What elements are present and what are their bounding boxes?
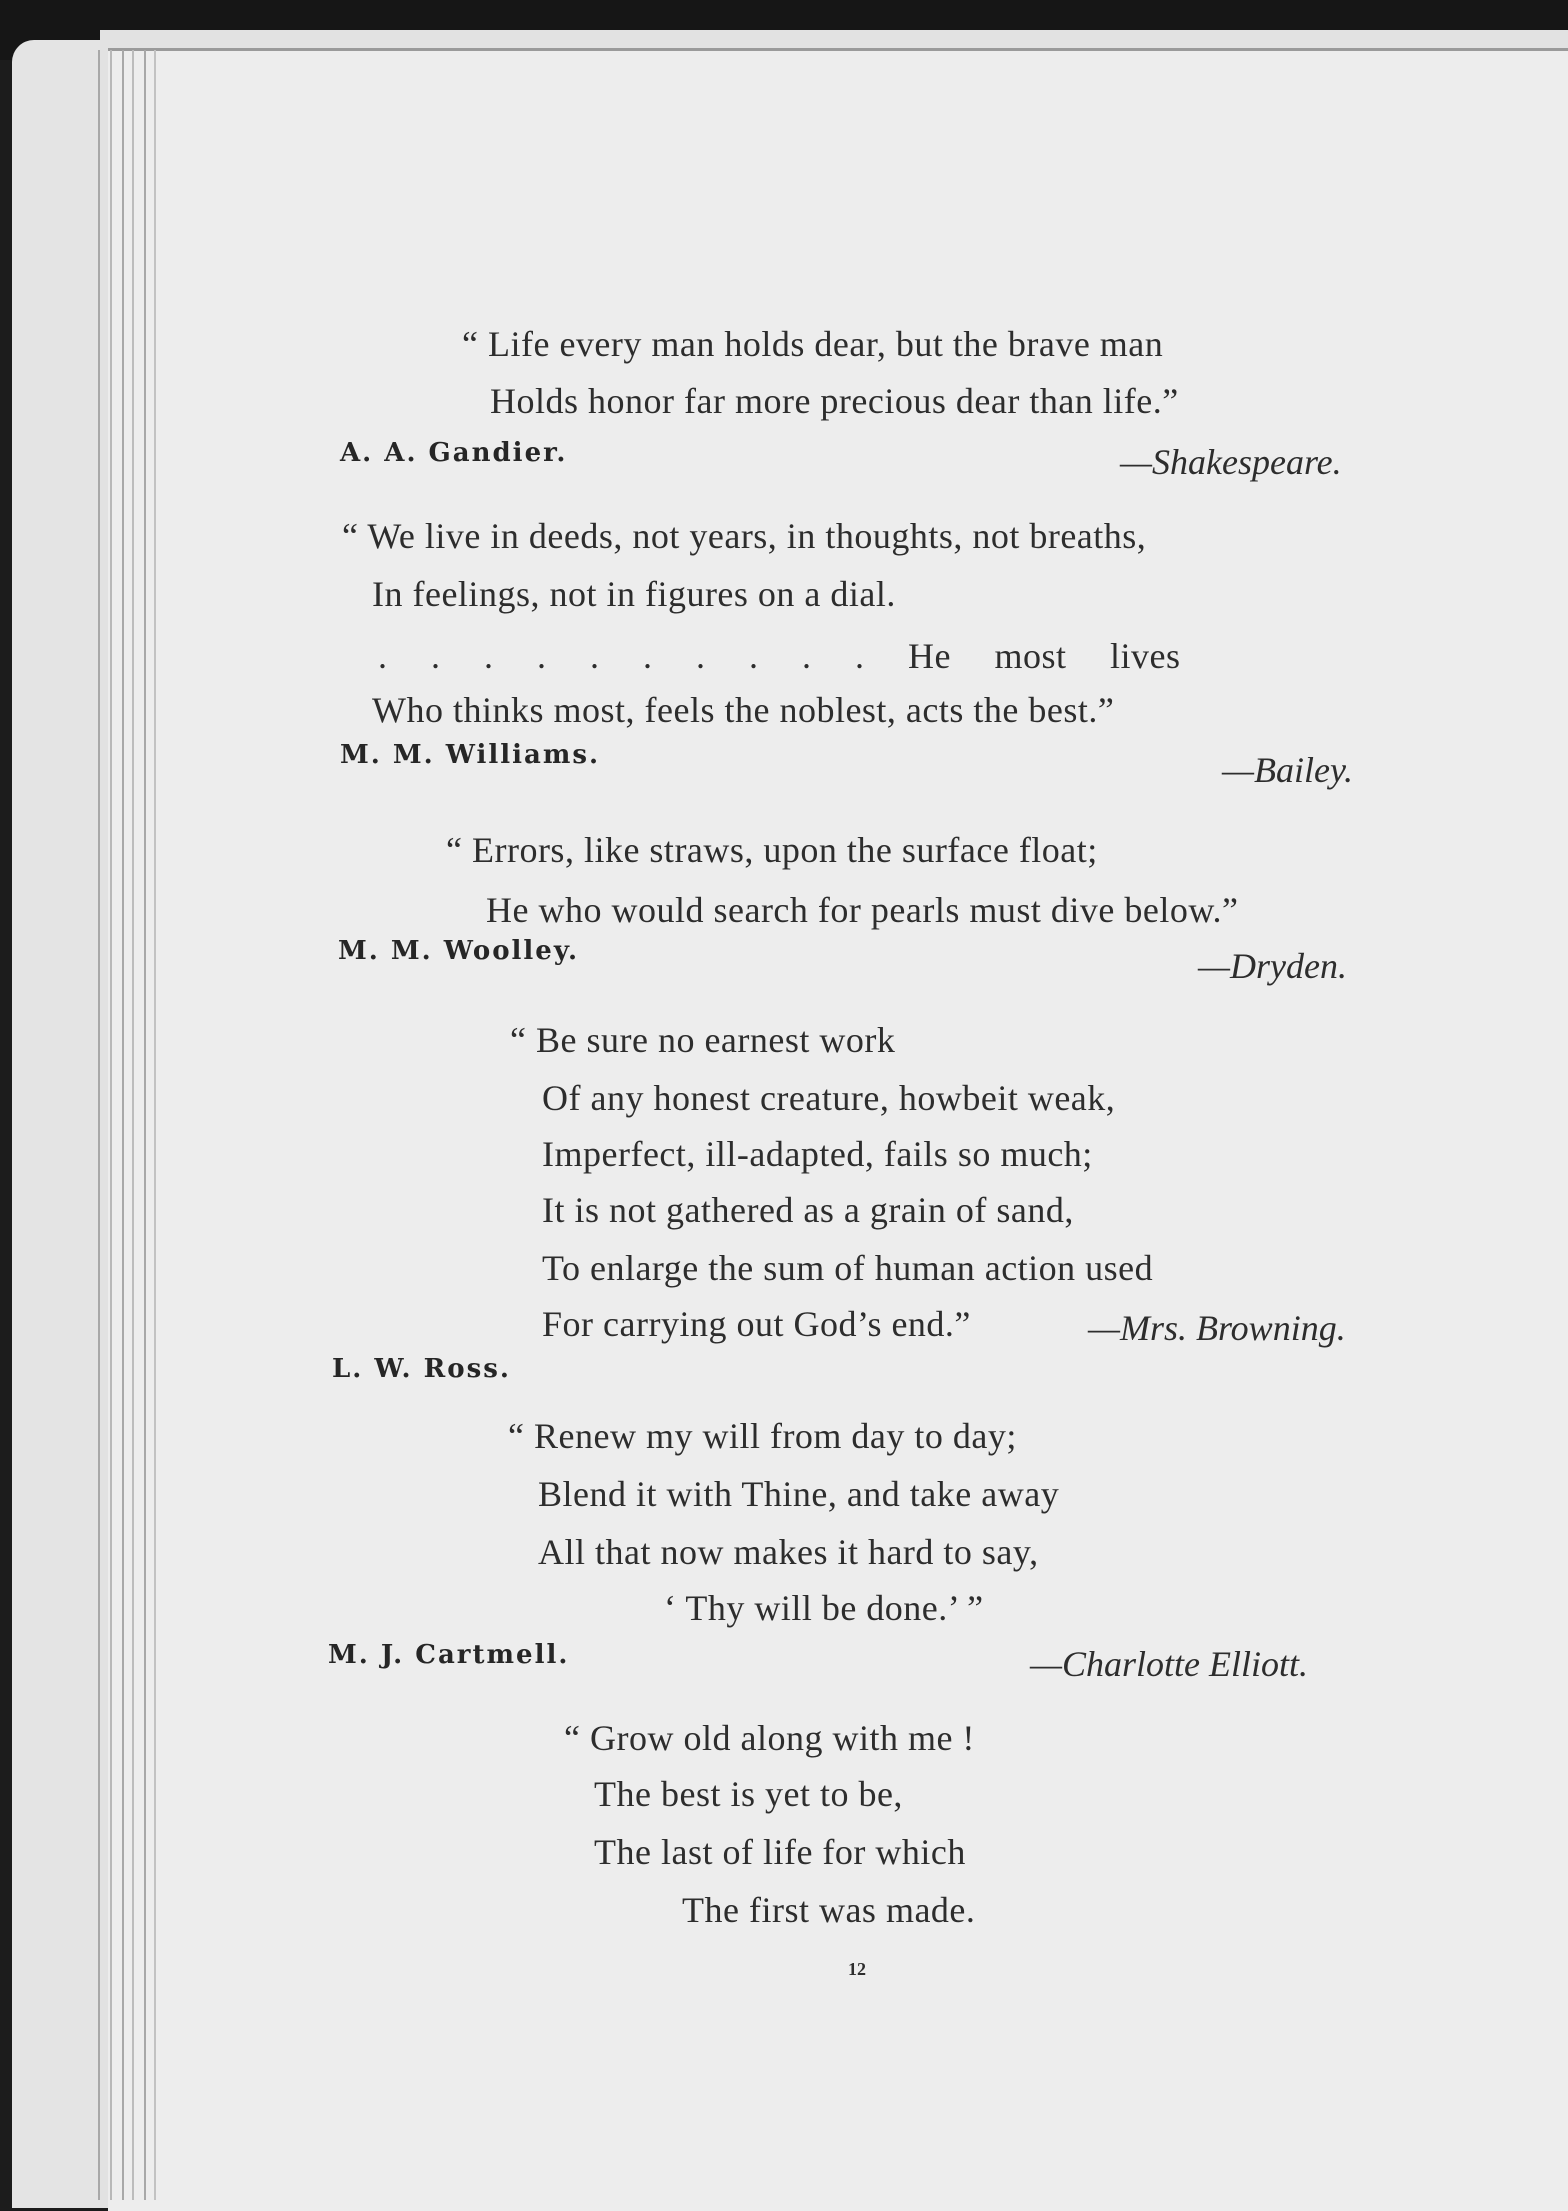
quote-4-line-6: For carrying out God’s end.” — [542, 1304, 971, 1344]
quote-4-line-1: “ Be sure no earnest work — [510, 1020, 896, 1060]
quote-4-line-2: Of any honest creature, howbeit weak, — [542, 1078, 1116, 1118]
quote-3-author: —Dryden. — [1198, 946, 1347, 986]
book-page — [108, 48, 1568, 2211]
quote-6-line-4: The first was made. — [682, 1890, 976, 1930]
quote-3-line-1: “ Errors, like straws, upon the surface float; — [446, 830, 1098, 870]
quote-4-author: —Mrs. Browning. — [1088, 1308, 1346, 1348]
quote-4-line-3: Imperfect, ill-adapted, fails so much; — [542, 1134, 1093, 1174]
quote-2-line-2: In feelings, not in figures on a dial. — [372, 574, 896, 614]
page-edge-lines — [96, 50, 166, 2200]
quote-5-line-4: ‘ Thy will be done.’ ” — [664, 1588, 984, 1628]
quote-5-contributor: M. J. Cartmell. — [328, 1640, 570, 1670]
quote-2-line-1: “ We live in deeds, not years, in thoughts, not breaths, — [342, 516, 1147, 556]
quote-6-line-2: The best is yet to be, — [594, 1774, 903, 1814]
quote-4-contributor: L. W. Ross. — [332, 1354, 511, 1384]
quote-5-line-2: Blend it with Thine, and take away — [538, 1474, 1060, 1514]
quote-3-line-2: He who would search for pearls must dive below.” — [486, 890, 1239, 930]
quote-1-author: —Shakespeare. — [1120, 442, 1342, 482]
quote-2-line-4: Who thinks most, feels the noblest, acts the best.” — [372, 690, 1115, 730]
quote-1-line-1: “ Life every man holds dear, but the brave man — [462, 324, 1164, 364]
quote-2-contributor: M. M. Williams. — [340, 740, 601, 770]
quote-1-line-2: Holds honor far more precious dear than life.” — [490, 381, 1179, 421]
page-number: 12 — [848, 1959, 866, 1979]
quote-5-author: —Charlotte Elliott. — [1030, 1644, 1309, 1684]
quote-4-line-4: It is not gathered as a grain of sand, — [542, 1190, 1074, 1230]
quote-5-line-1: “ Renew my will from day to day; — [508, 1416, 1017, 1456]
quote-4-line-5: To enlarge the sum of human action used — [542, 1248, 1154, 1288]
quote-5-line-3: All that now makes it hard to say, — [538, 1532, 1039, 1572]
quote-6-line-3: The last of life for which — [594, 1832, 966, 1872]
quote-3-contributor: M. M. Woolley. — [338, 936, 580, 966]
quote-1-contributor: A. A. Gandier. — [340, 438, 568, 468]
quote-6-line-1: “ Grow old along with me ! — [564, 1718, 975, 1758]
quote-2-author: —Bailey. — [1222, 750, 1353, 790]
quote-2-line-3: . . . . . . . . . . He most lives — [378, 636, 1181, 676]
